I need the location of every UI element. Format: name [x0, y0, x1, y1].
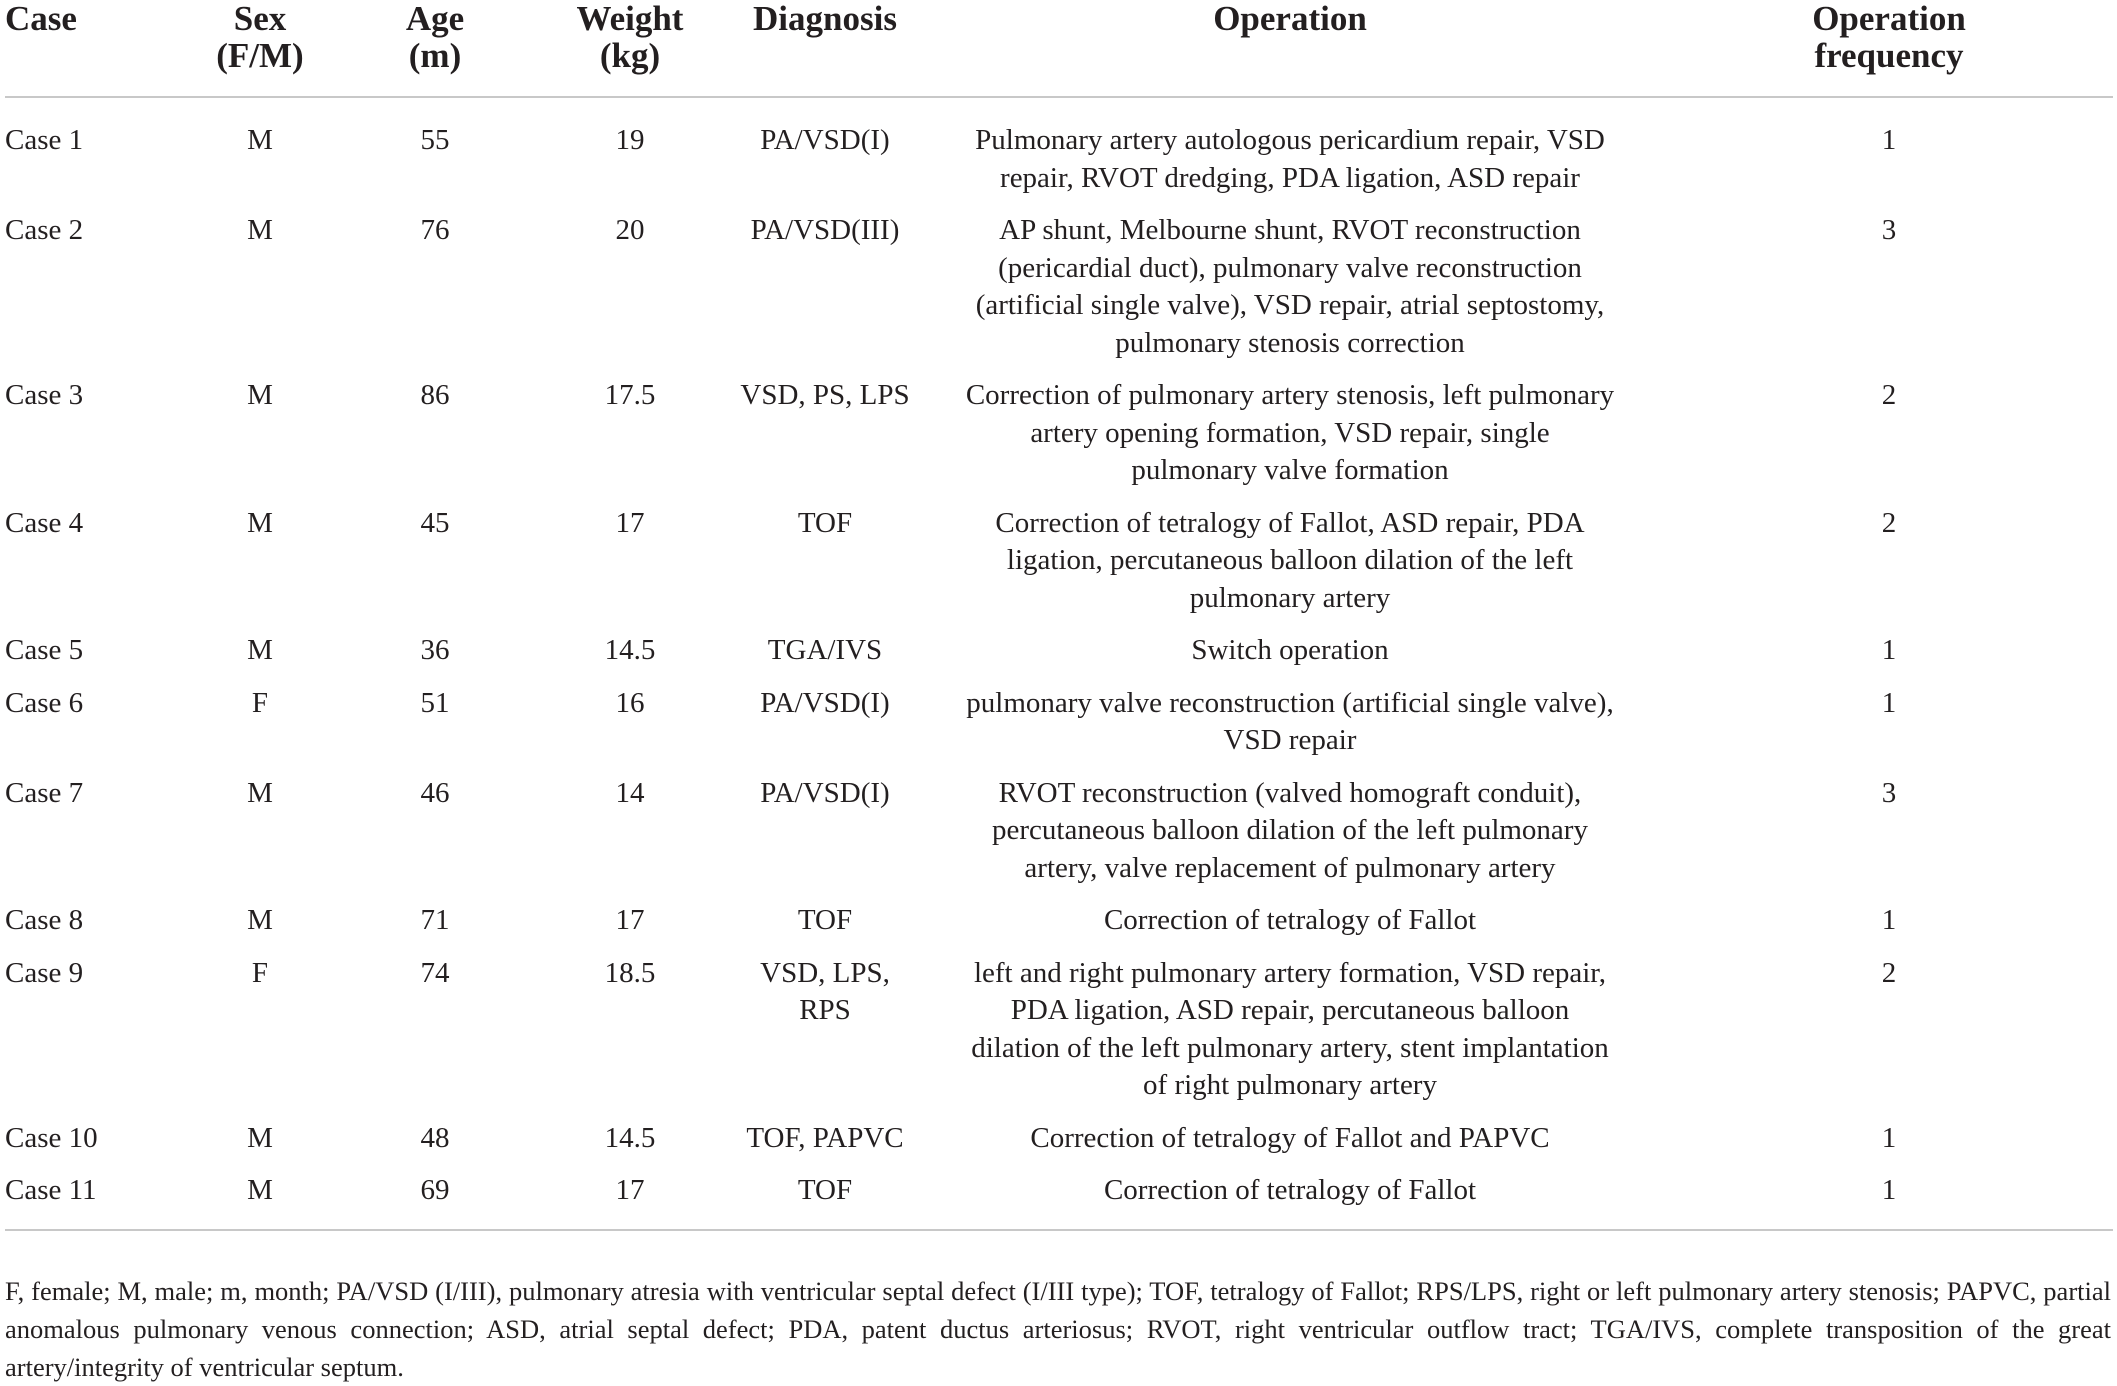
cell-case: Case 2	[5, 214, 84, 246]
cell-weight: 14	[615, 776, 645, 809]
header-frequency-label-2: frequency	[1814, 36, 1964, 75]
header-row	[5, 0, 2113, 97]
header-operation	[915, 0, 1665, 97]
cell-weight: 17	[615, 904, 645, 936]
cell-age: 76	[420, 214, 450, 246]
header-diagnosis	[735, 0, 915, 97]
cell-weight: 19	[615, 124, 645, 156]
cell-diagnosis: TOF	[797, 506, 853, 539]
cell-weight: 18.5	[604, 956, 656, 989]
cell-operation	[915, 902, 1665, 955]
header-case	[5, 0, 175, 97]
cell-sex: M	[247, 904, 273, 936]
table-row	[5, 775, 2113, 903]
cell-diagnosis: PA/VSD(I)	[760, 776, 890, 809]
cell-case: Case 10	[5, 1121, 98, 1154]
cell-operation	[915, 632, 1665, 685]
cell-diagnosis: PA/VSD(I)	[760, 124, 890, 156]
table-row	[5, 955, 2113, 1120]
table-row	[5, 632, 2113, 685]
operation-text: Correction of tetralogy of Fallot, ASD repair, PDA ligation, percutaneous balloon dilation of the left pulmonary artery	[995, 506, 1585, 614]
cell-frequency: 2	[1881, 379, 1897, 411]
cell-operation	[915, 212, 1665, 377]
cell-weight: 17.5	[604, 379, 656, 411]
cell-case: Case 4	[5, 506, 84, 539]
operation-text: Correction of tetralogy of Fallot	[1103, 904, 1477, 936]
cell-weight: 20	[615, 214, 645, 246]
cell-frequency: 1	[1881, 686, 1897, 719]
cell-diagnosis: VSD, LPS, RPS	[760, 956, 890, 1026]
cell-age: 45	[420, 506, 450, 539]
cell-age: 69	[345, 1172, 525, 1230]
cell-sex: M	[247, 776, 273, 809]
cell-frequency: 3	[1881, 214, 1897, 246]
cell-age: 71	[420, 904, 450, 936]
table-row	[5, 902, 2113, 955]
header-diagnosis-label: Diagnosis	[753, 0, 897, 38]
cell-diagnosis: TOF	[797, 904, 853, 936]
table-header	[5, 0, 2113, 97]
operation-text: Correction of tetralogy of Fallot	[1103, 1174, 1477, 1206]
cell-age: 48	[420, 1121, 450, 1154]
cell-sex: M	[247, 1121, 273, 1154]
operation-text: Pulmonary artery autologous pericardium repair, VSD repair, RVOT dredging, PDA ligation, ASD repair	[975, 124, 1605, 194]
cell-case: Case 9	[5, 956, 84, 989]
cell-sex: M	[247, 124, 273, 156]
header-age-label: Age	[405, 0, 465, 38]
header-sex-label: Sex	[233, 0, 287, 38]
cell-age: 51	[420, 686, 450, 719]
table-row	[5, 685, 2113, 775]
cell-age: 55	[420, 124, 450, 156]
table-row	[5, 1172, 2113, 1230]
cell-diagnosis: TOF, PAPVC	[746, 1121, 904, 1154]
table-row	[5, 212, 2113, 377]
cell-case: Case 11	[5, 1172, 175, 1230]
cell-diagnosis: VSD, PS, LPS	[740, 379, 910, 411]
cell-case: Case 6	[5, 686, 84, 719]
table-row	[5, 505, 2113, 633]
cell-case: Case 7	[5, 776, 84, 809]
header-age-unit: (m)	[408, 36, 462, 75]
cell-sex: M	[175, 1172, 345, 1230]
cell-operation	[915, 505, 1665, 633]
header-frequency	[1665, 0, 2113, 97]
cell-operation	[915, 97, 1665, 212]
cell-operation	[915, 1120, 1665, 1173]
operation-text: Correction of tetralogy of Fallot and PAPVC	[1030, 1121, 1550, 1154]
cell-weight: 16	[615, 686, 645, 719]
cell-age: 86	[420, 379, 450, 411]
cell-case: Case 8	[5, 904, 84, 936]
cell-sex: M	[247, 379, 273, 411]
cell-operation	[915, 955, 1665, 1120]
cell-age: 46	[420, 776, 450, 809]
cell-case: Case 5	[5, 634, 84, 666]
header-sex	[175, 0, 345, 97]
cell-diagnosis: PA/VSD(III)	[750, 214, 900, 246]
table-row	[5, 97, 2113, 212]
header-sex-unit: (F/M)	[216, 36, 304, 75]
cell-frequency: 1	[1665, 1172, 2113, 1230]
cell-frequency: 2	[1881, 956, 1897, 989]
cell-weight: 14.5	[604, 1121, 656, 1154]
cell-weight: 14.5	[604, 634, 656, 666]
cell-frequency: 1	[1881, 124, 1897, 156]
table-row	[5, 377, 2113, 505]
table-row	[5, 1120, 2113, 1173]
cell-sex: F	[251, 686, 269, 719]
header-weight-label: Weight	[576, 0, 684, 38]
cell-frequency: 1	[1881, 904, 1897, 936]
cell-operation	[915, 1172, 1665, 1230]
header-age	[345, 0, 525, 97]
cell-operation	[915, 685, 1665, 775]
cell-frequency: 3	[1881, 776, 1897, 809]
operation-text: left and right pulmonary artery formation, VSD repair, PDA ligation, ASD repair, percutaneous balloon dilation of the left pulmonary artery, stent implantation of right pulmonary artery	[971, 956, 1609, 1101]
header-operation-label: Operation	[1213, 0, 1367, 38]
cell-diagnosis: TGA/IVS	[767, 634, 883, 666]
table-footnote: F, female; M, male; m, month; PA/VSD (I/III), pulmonary atresia with ventricular septal defect (I/III type); TOF, tetralogy of Fallot; RPS/LPS, right or left pulmonary artery stenosis; PAPVC, partial anomalous pulmonary venous connection; ASD, atrial septal defect; PDA, patent ductus arteriosus; RVOT, right ventricular outflow tract; TGA/IVS, complete transposition of the great artery/integrity of ventricular septum.	[5, 1275, 2111, 1382]
cell-sex: M	[247, 506, 273, 539]
header-case-label: Case	[5, 0, 77, 38]
cell-frequency: 1	[1881, 1121, 1897, 1154]
cell-diagnosis: TOF	[735, 1172, 915, 1230]
cell-age: 74	[420, 956, 450, 989]
cell-sex: M	[247, 214, 273, 246]
cell-case: Case 3	[5, 379, 84, 411]
cell-weight: 17	[525, 1172, 735, 1230]
cell-case: Case 1	[5, 124, 84, 156]
cell-operation	[915, 377, 1665, 505]
cell-weight: 17	[615, 506, 645, 539]
cell-sex: M	[247, 634, 273, 666]
operation-text: RVOT reconstruction (valved homograft conduit), percutaneous balloon dilation of the left pulmonary artery, valve replacement of pulmonary artery	[992, 776, 1588, 884]
header-weight-unit: (kg)	[599, 36, 661, 75]
cell-frequency: 2	[1881, 506, 1897, 539]
cell-operation	[915, 775, 1665, 903]
operation-text: Correction of pulmonary artery stenosis, left pulmonary artery opening formation, VSD repair, single pulmonary valve formation	[965, 379, 1615, 486]
header-weight	[525, 0, 735, 97]
operation-text: pulmonary valve reconstruction (artificial single valve), VSD repair	[966, 686, 1614, 756]
header-frequency-label: Operation	[1812, 0, 1966, 38]
table-body	[5, 97, 2113, 1230]
operation-text: Switch operation	[1191, 634, 1389, 666]
cell-frequency: 1	[1881, 634, 1897, 666]
cell-diagnosis: PA/VSD(I)	[760, 686, 890, 719]
clinical-cases-table	[5, 0, 2113, 1231]
cell-age: 36	[420, 634, 450, 666]
cell-sex: F	[251, 956, 269, 989]
operation-text: AP shunt, Melbourne shunt, RVOT reconstruction (pericardial duct), pulmonary valve reconstruction (artificial single valve), VSD repair, atrial septostomy, pulmonary stenosis correction	[975, 214, 1605, 359]
